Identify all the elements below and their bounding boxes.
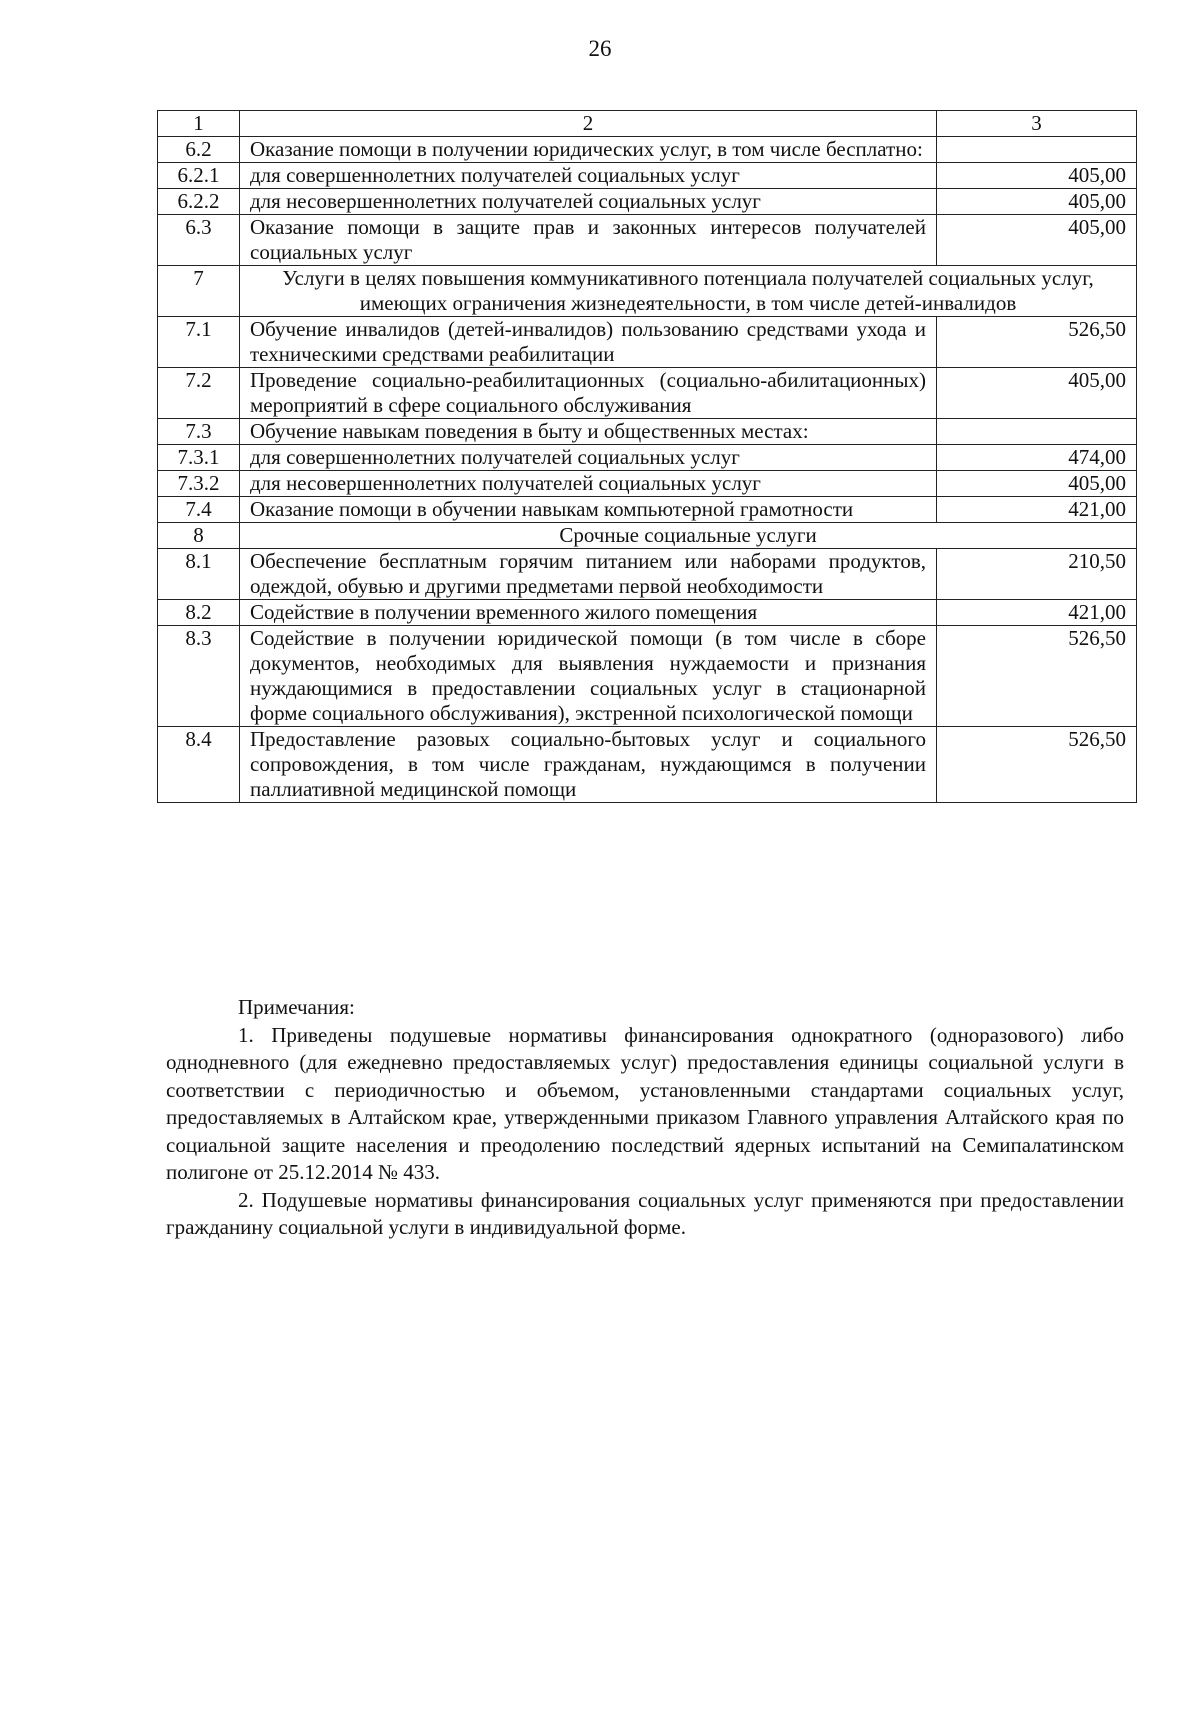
table-row <box>158 471 1137 497</box>
section-title: Срочные социальные услуги <box>240 523 1137 549</box>
row-number: 7.2 <box>158 368 240 419</box>
rate-value: 405,00 <box>937 189 1137 215</box>
table-row <box>158 215 1137 266</box>
notes-section <box>166 994 1124 1242</box>
service-name: Оказание помощи в обучении навыкам компьютерной грамотности <box>240 497 937 523</box>
rate-value: 405,00 <box>937 368 1137 419</box>
row-number: 7.3.2 <box>158 471 240 497</box>
table-row <box>158 497 1137 523</box>
row-number: 8.1 <box>158 549 240 600</box>
rate-value: 526,50 <box>937 727 1137 803</box>
rate-value: 405,00 <box>937 471 1137 497</box>
row-number: 7.3 <box>158 419 240 445</box>
table-row <box>158 163 1137 189</box>
row-number: 6.2.2 <box>158 189 240 215</box>
rate-value: 526,50 <box>937 626 1137 727</box>
row-number: 6.2.1 <box>158 163 240 189</box>
column-header-number: 1 <box>158 111 240 137</box>
note-item: 2. Подушевые нормативы финансирования социальных услуг применяются при предоставлении гражданину социальной услуги в индивидуальной форме. <box>166 1187 1124 1239</box>
rate-value: 405,00 <box>937 163 1137 189</box>
row-number: 6.3 <box>158 215 240 266</box>
section-row <box>158 523 1137 549</box>
service-name: Содействие в получении временного жилого помещения <box>240 600 937 626</box>
table-row <box>158 626 1137 727</box>
service-name: для совершеннолетних получателей социальных услуг <box>240 163 937 189</box>
section-title: Услуги в целях повышения коммуникативного потенциала получателей социальных услуг, имеющих ограничения жизнедеятельности, в том числе детей-инвалидов <box>240 266 1137 317</box>
table-row <box>158 137 1137 163</box>
rate-value <box>937 419 1137 445</box>
row-number: 7.4 <box>158 497 240 523</box>
service-name: Предоставление разовых социально-бытовых услуг и социального сопровождения, в том числе гражданам, нуждающимся в получении паллиативной медицинской помощи <box>240 727 937 803</box>
section-row <box>158 266 1137 317</box>
page-number: 26 <box>588 36 612 61</box>
table-row <box>158 445 1137 471</box>
service-name: Обучение навыкам поведения в быту и общественных местах: <box>240 419 937 445</box>
rate-value: 526,50 <box>937 317 1137 368</box>
service-name: Обучение инвалидов (детей-инвалидов) пользованию средствами ухода и техническими средствами реабилитации <box>240 317 937 368</box>
rate-value: 210,50 <box>937 549 1137 600</box>
table-row <box>158 368 1137 419</box>
section-number: 8 <box>158 523 240 549</box>
service-name: Оказание помощи в защите прав и законных интересов получателей социальных услуг <box>240 215 937 266</box>
service-name: для совершеннолетних получателей социальных услуг <box>240 445 937 471</box>
service-name: Оказание помощи в получении юридических услуг, в том числе бесплатно: <box>240 137 937 163</box>
service-name: для несовершеннолетних получателей социальных услуг <box>240 189 937 215</box>
row-number: 8.4 <box>158 727 240 803</box>
row-number: 7.1 <box>158 317 240 368</box>
rate-value <box>937 137 1137 163</box>
table-header-row <box>158 111 1137 137</box>
section-number: 7 <box>158 266 240 317</box>
row-number: 8.3 <box>158 626 240 727</box>
table-row <box>158 549 1137 600</box>
table-row <box>158 189 1137 215</box>
rate-value: 421,00 <box>937 497 1137 523</box>
row-number: 7.3.1 <box>158 445 240 471</box>
service-name: Обеспечение бесплатным горячим питанием или наборами продуктов, одеждой, обувью и другими предметами первой необходимости <box>240 549 937 600</box>
notes-title: Примечания: <box>238 995 355 1019</box>
rate-value: 405,00 <box>937 215 1137 266</box>
service-name: Проведение социально-реабилитационных (социально-абилитационных) мероприятий в сфере социального обслуживания <box>240 368 937 419</box>
table-row <box>158 317 1137 368</box>
column-header-rate: 3 <box>937 111 1137 137</box>
service-name: Содействие в получении юридической помощи (в том числе в сборе документов, необходимых для выявления нуждаемости и признания нуждающимися в предоставлении социальных услуг в стационарной форме социального обслуживания), экстренной психологической помощи <box>240 626 937 727</box>
rate-value: 474,00 <box>937 445 1137 471</box>
table-row <box>158 419 1137 445</box>
rate-value: 421,00 <box>937 600 1137 626</box>
column-header-service: 2 <box>240 111 937 137</box>
note-item: 1. Приведены подушевые нормативы финансирования однократного (одноразового) либо однодневного (для ежедневно предоставляемых услуг) предоставления единицы социальной услуги в соответствии с периодичностью и объемом, установленными стандартами социальных услуг, предоставляемых в Алтайском крае, утвержденными приказом Главного управления Алтайского края по социальной защите населения и преодолению последствий ядерных испытаний на Семипалатинском полигоне от 25.12.2014 № 433. <box>166 1022 1124 1184</box>
row-number: 6.2 <box>158 137 240 163</box>
table-row <box>158 727 1137 803</box>
row-number: 8.2 <box>158 600 240 626</box>
table-row <box>158 600 1137 626</box>
services-table <box>157 110 1137 803</box>
service-name: для несовершеннолетних получателей социальных услуг <box>240 471 937 497</box>
